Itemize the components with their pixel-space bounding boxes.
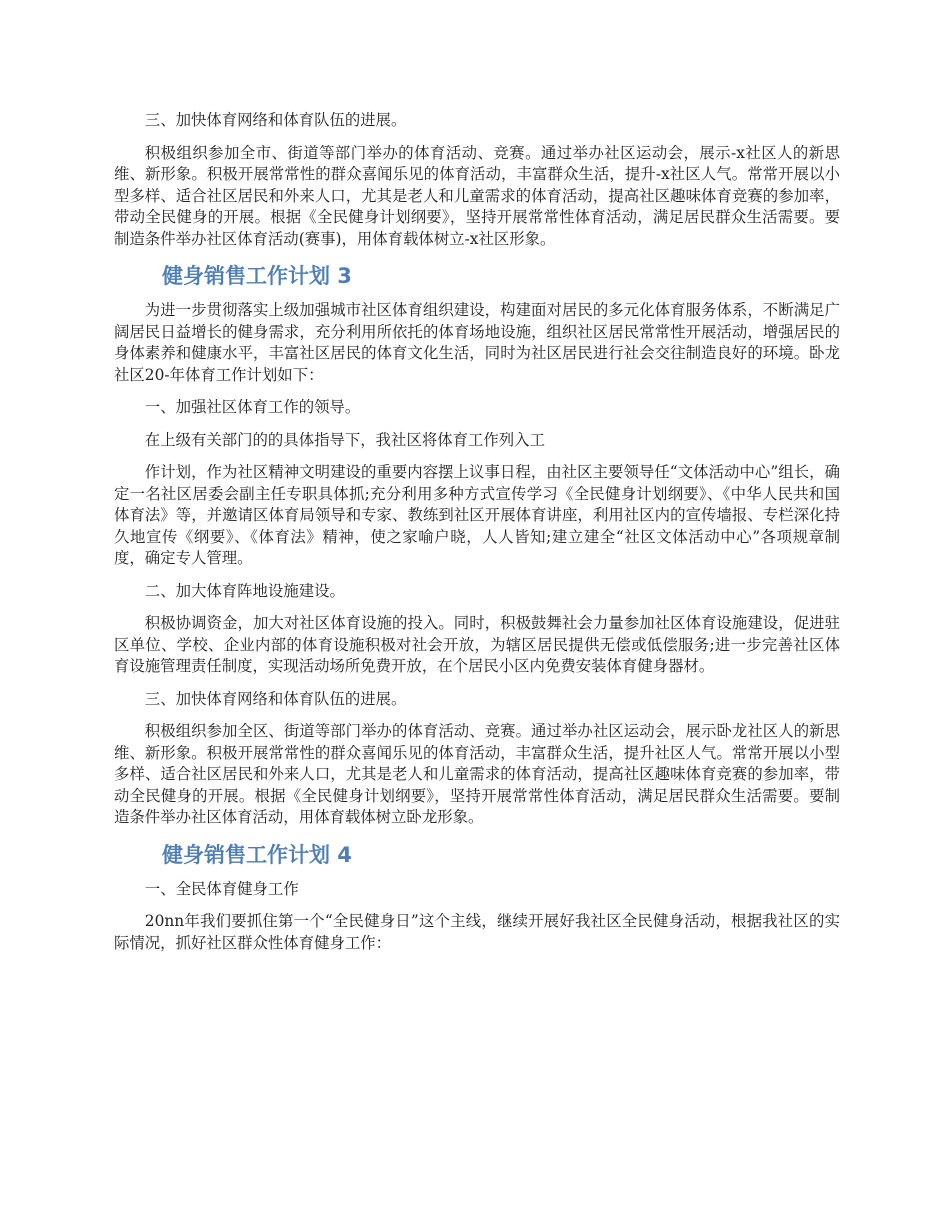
paragraph: 作计划，作为社区精神文明建设的重要内容摆上议事日程，由社区主要领导任“文体活动中心”组长，确定一名社区居委会副主任专职具体抓;充分利用多种方式宣传学习《全民健身计划纲要》、《中华人民共和国体育法》等，并邀请区体育局领导和专家、教练到社区开展体育讲座，利用社区内的宣传墙报、专栏深化持久地宣传《纲要》、《体育法》精神，使之家喻户晓，人人皆知;建立建全“社区文体活动中心”各项规章制度，确定专人管理。 <box>114 463 840 567</box>
paragraph: 积极协调资金，加大对社区体育设施的投入。同时，积极鼓舞社会力量参加社区体育设施建设，促进驻区单位、学校、企业内部的体育设施积极对社会开放，为辖区居民提供无偿或低偿服务;进一步完善社区体育设施管理责任制度，实现活动场所免费开放，在个居民小区内免费安装体育健身器材。 <box>114 614 840 675</box>
paragraph: 在上级有关部门的的具体指导下，我社区将体育工作列入工 <box>144 430 545 449</box>
paragraph: 20nn年我们要抓住第一个“全民健身日”这个主线，继续开展好我社区全民健身活动，根据我社区的实际情况，抓好社区群众性体育健身工作： <box>114 912 840 952</box>
paragraph: 一、加强社区体育工作的领导。 <box>144 398 361 416</box>
paragraph: 积极组织参加全区、街道等部门举办的体育活动、竞赛。通过举办社区运动会，展示卧龙社区人的新思维、新形象。积极开展常常性的群众喜闻乐见的体育活动，丰富群众生活，提升社区人气。常常开展以小型多样、适合社区居民和外来人口，尤其是老人和儿童需求的体育活动，提高社区趣味体育竞赛的参加率，带动全民健身的开展。根据《全民健身计划纲要》，坚持开展常常性体育活动，满足居民群众生活需要。要制造条件举办社区体育活动，用体育载体树立卧龙形象。 <box>114 722 840 826</box>
section-heading-3: 健身销售工作计划 3 <box>162 264 352 288</box>
paragraph: 二、加大体育阵地设施建设。 <box>144 581 345 600</box>
paragraph: 三、加快体育网络和体育队伍的进展。 <box>144 689 407 708</box>
paragraph: 一、全民体育健身工作 <box>144 879 299 898</box>
paragraph: 三、加快体育网络和体育队伍的进展。 <box>144 111 407 129</box>
paragraph: 积极组织参加全市、街道等部门举办的体育活动、竞赛。通过举办社区运动会，展示-x社区人的新思维、新形象。积极开展常常性的群众喜闻乐见的体育活动，丰富群众生活，提升-x社区人气。常常开展以小型多样、适合社区居民和外来人口，尤其是老人和儿童需求的体育活动，提高社区趣味体育竞赛的参加率，带动全民健身的开展。根据《全民健身计划纲要》，坚持开展常常性体育活动，满足居民群众生活需要。要制造条件举办社区体育活动(赛事)，用体育载体树立-x社区形象。 <box>114 143 840 248</box>
paragraph: 为进一步贯彻落实上级加强城市社区体育组织建设，构建面对居民的多元化体育服务体系，不断满足广阔居民日益增长的健身需求，充分利用所依托的体育场地设施，组织社区居民常常性开展活动，增强居民的身体素养和健康水平，丰富社区居民的体育文化生活，同时为社区居民进行社会交往制造良好的环境。卧龙社区20-年体育工作计划如下： <box>114 301 840 384</box>
document-page <box>114 110 840 965</box>
section-heading-4: 健身销售工作计划 4 <box>162 842 352 867</box>
